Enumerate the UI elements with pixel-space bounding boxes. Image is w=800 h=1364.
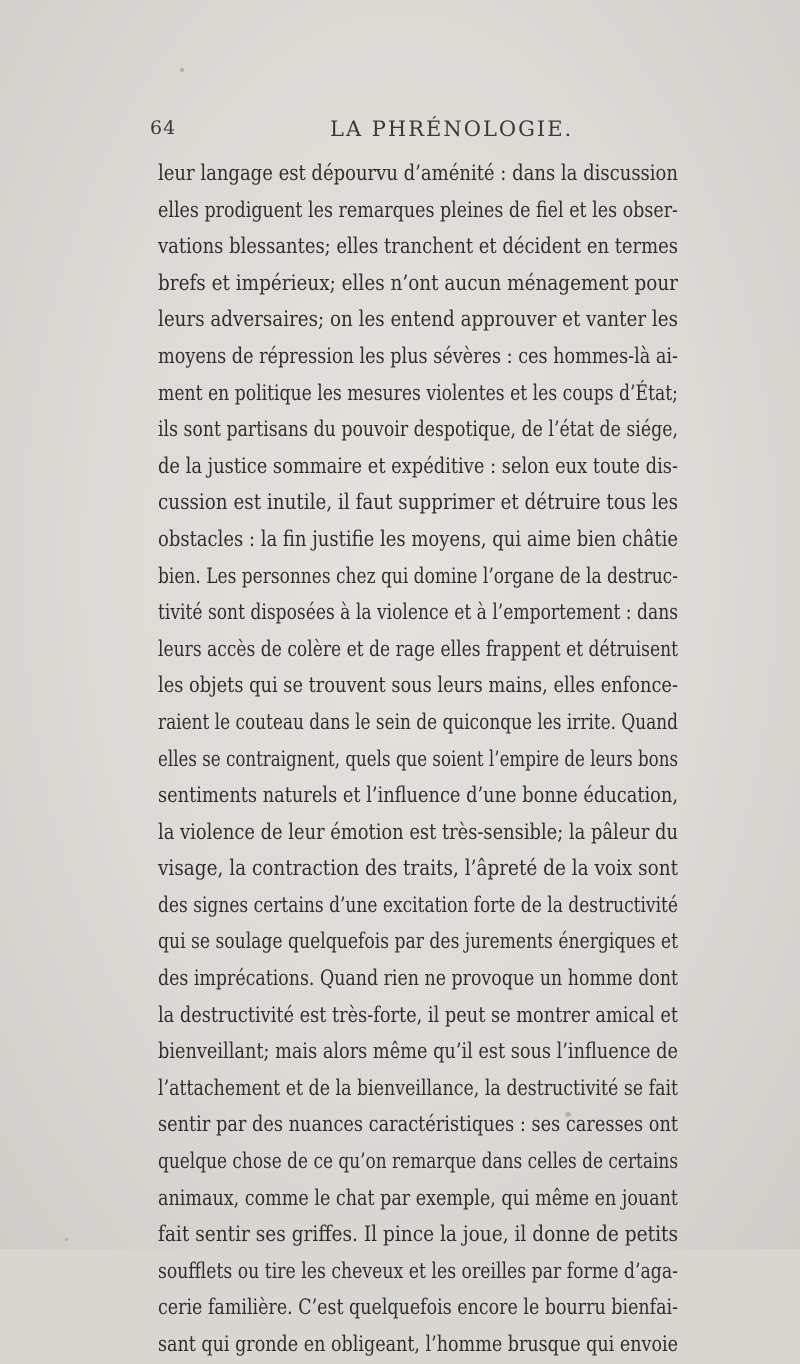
page-header xyxy=(0,117,800,157)
text-line: l’attachement et de la bienveillance, la destructivité se fait xyxy=(158,1075,679,1101)
paper-speck xyxy=(65,1238,68,1241)
text-line: la destructivité est très-forte, il peut se montrer amical et xyxy=(158,1002,678,1028)
text-line: cerie familière. C’est quelquefois encore le bourru bienfai- xyxy=(158,1295,679,1321)
text-line: sentiments naturels et l’influence d’une bonne éducation, xyxy=(158,783,678,809)
paper-speck xyxy=(180,68,184,72)
text-line: ils sont partisans du pouvoir despotique, de l’état de siége, xyxy=(158,417,678,443)
text-line: brefs et impérieux; elles n’ont aucun ménagement pour xyxy=(158,270,678,296)
text-line: ment en politique les mesures violentes et les coups d’État; xyxy=(158,380,678,406)
text-line: elles se contraignent, quels que soient l’empire de leurs bons xyxy=(158,746,678,772)
text-line: la violence de leur émotion est très-sensible; la pâleur du xyxy=(158,819,678,845)
running-head: LA PHRÉNOLOGIE. xyxy=(330,117,574,141)
text-line: des imprécations. Quand rien ne provoque un homme dont xyxy=(158,966,679,992)
text-line: des signes certains d’une excitation forte de la destructivité xyxy=(158,892,678,918)
text-line: soufflets ou tire les cheveux et les oreilles par forme d’aga- xyxy=(158,1258,679,1284)
text-line: leurs accès de colère et de rage elles frappent et détruisent xyxy=(158,636,679,662)
text-line: vations blessantes; elles tranchent et décident en termes xyxy=(158,234,679,260)
text-line: obstacles : la fin justifie les moyens, qui aime bien châtie xyxy=(158,526,678,552)
text-line: sentir par des nuances caractéristiques : ses caresses ont xyxy=(158,1112,679,1138)
text-line: leurs adversaires; on les entend approuver et vanter les xyxy=(158,307,678,333)
text-line: moyens de répression les plus sévères : ces hommes-là ai- xyxy=(158,343,679,369)
text-line: animaux, comme le chat par exemple, qui même en jouant xyxy=(158,1185,678,1211)
text-line: bien. Les personnes chez qui domine l’organe de la destruc- xyxy=(158,563,678,589)
text-line: raient le couteau dans le sein de quiconque les irrite. Quand xyxy=(158,709,678,735)
text-line: visage, la contraction des traits, l’âpreté de la voix sont xyxy=(158,856,679,882)
text-line: tivité sont disposées à la violence et à l’emportement : dans xyxy=(158,600,679,626)
text-line: fait sentir ses griffes. Il pince la joue, il donne de petits xyxy=(158,1222,678,1248)
text-line: leur langage est dépourvu d’aménité : dans la discussion xyxy=(158,161,678,186)
text-line: sant qui gronde en obligeant, l’homme brusque qui envoie xyxy=(158,1332,678,1357)
text-line: elles prodiguent les remarques pleines de fiel et les obser- xyxy=(158,197,678,223)
text-line: bienveillant; mais alors même qu’il est sous l’influence de xyxy=(158,1039,678,1065)
text-line: cussion est inutile, il faut supprimer et détruire tous les xyxy=(158,490,678,516)
text-line: qui se soulage quelquefois par des jurements énergiques et xyxy=(158,929,679,955)
text-line: quelque chose de ce qu’on remarque dans celles de certains xyxy=(158,1149,679,1175)
page-number: 64 xyxy=(150,117,177,139)
text-line: les objets qui se trouvent sous leurs mains, elles enfonce- xyxy=(158,673,678,699)
body-text xyxy=(158,156,678,1364)
text-line: de la justice sommaire et expéditive : selon eux toute dis- xyxy=(158,453,678,479)
